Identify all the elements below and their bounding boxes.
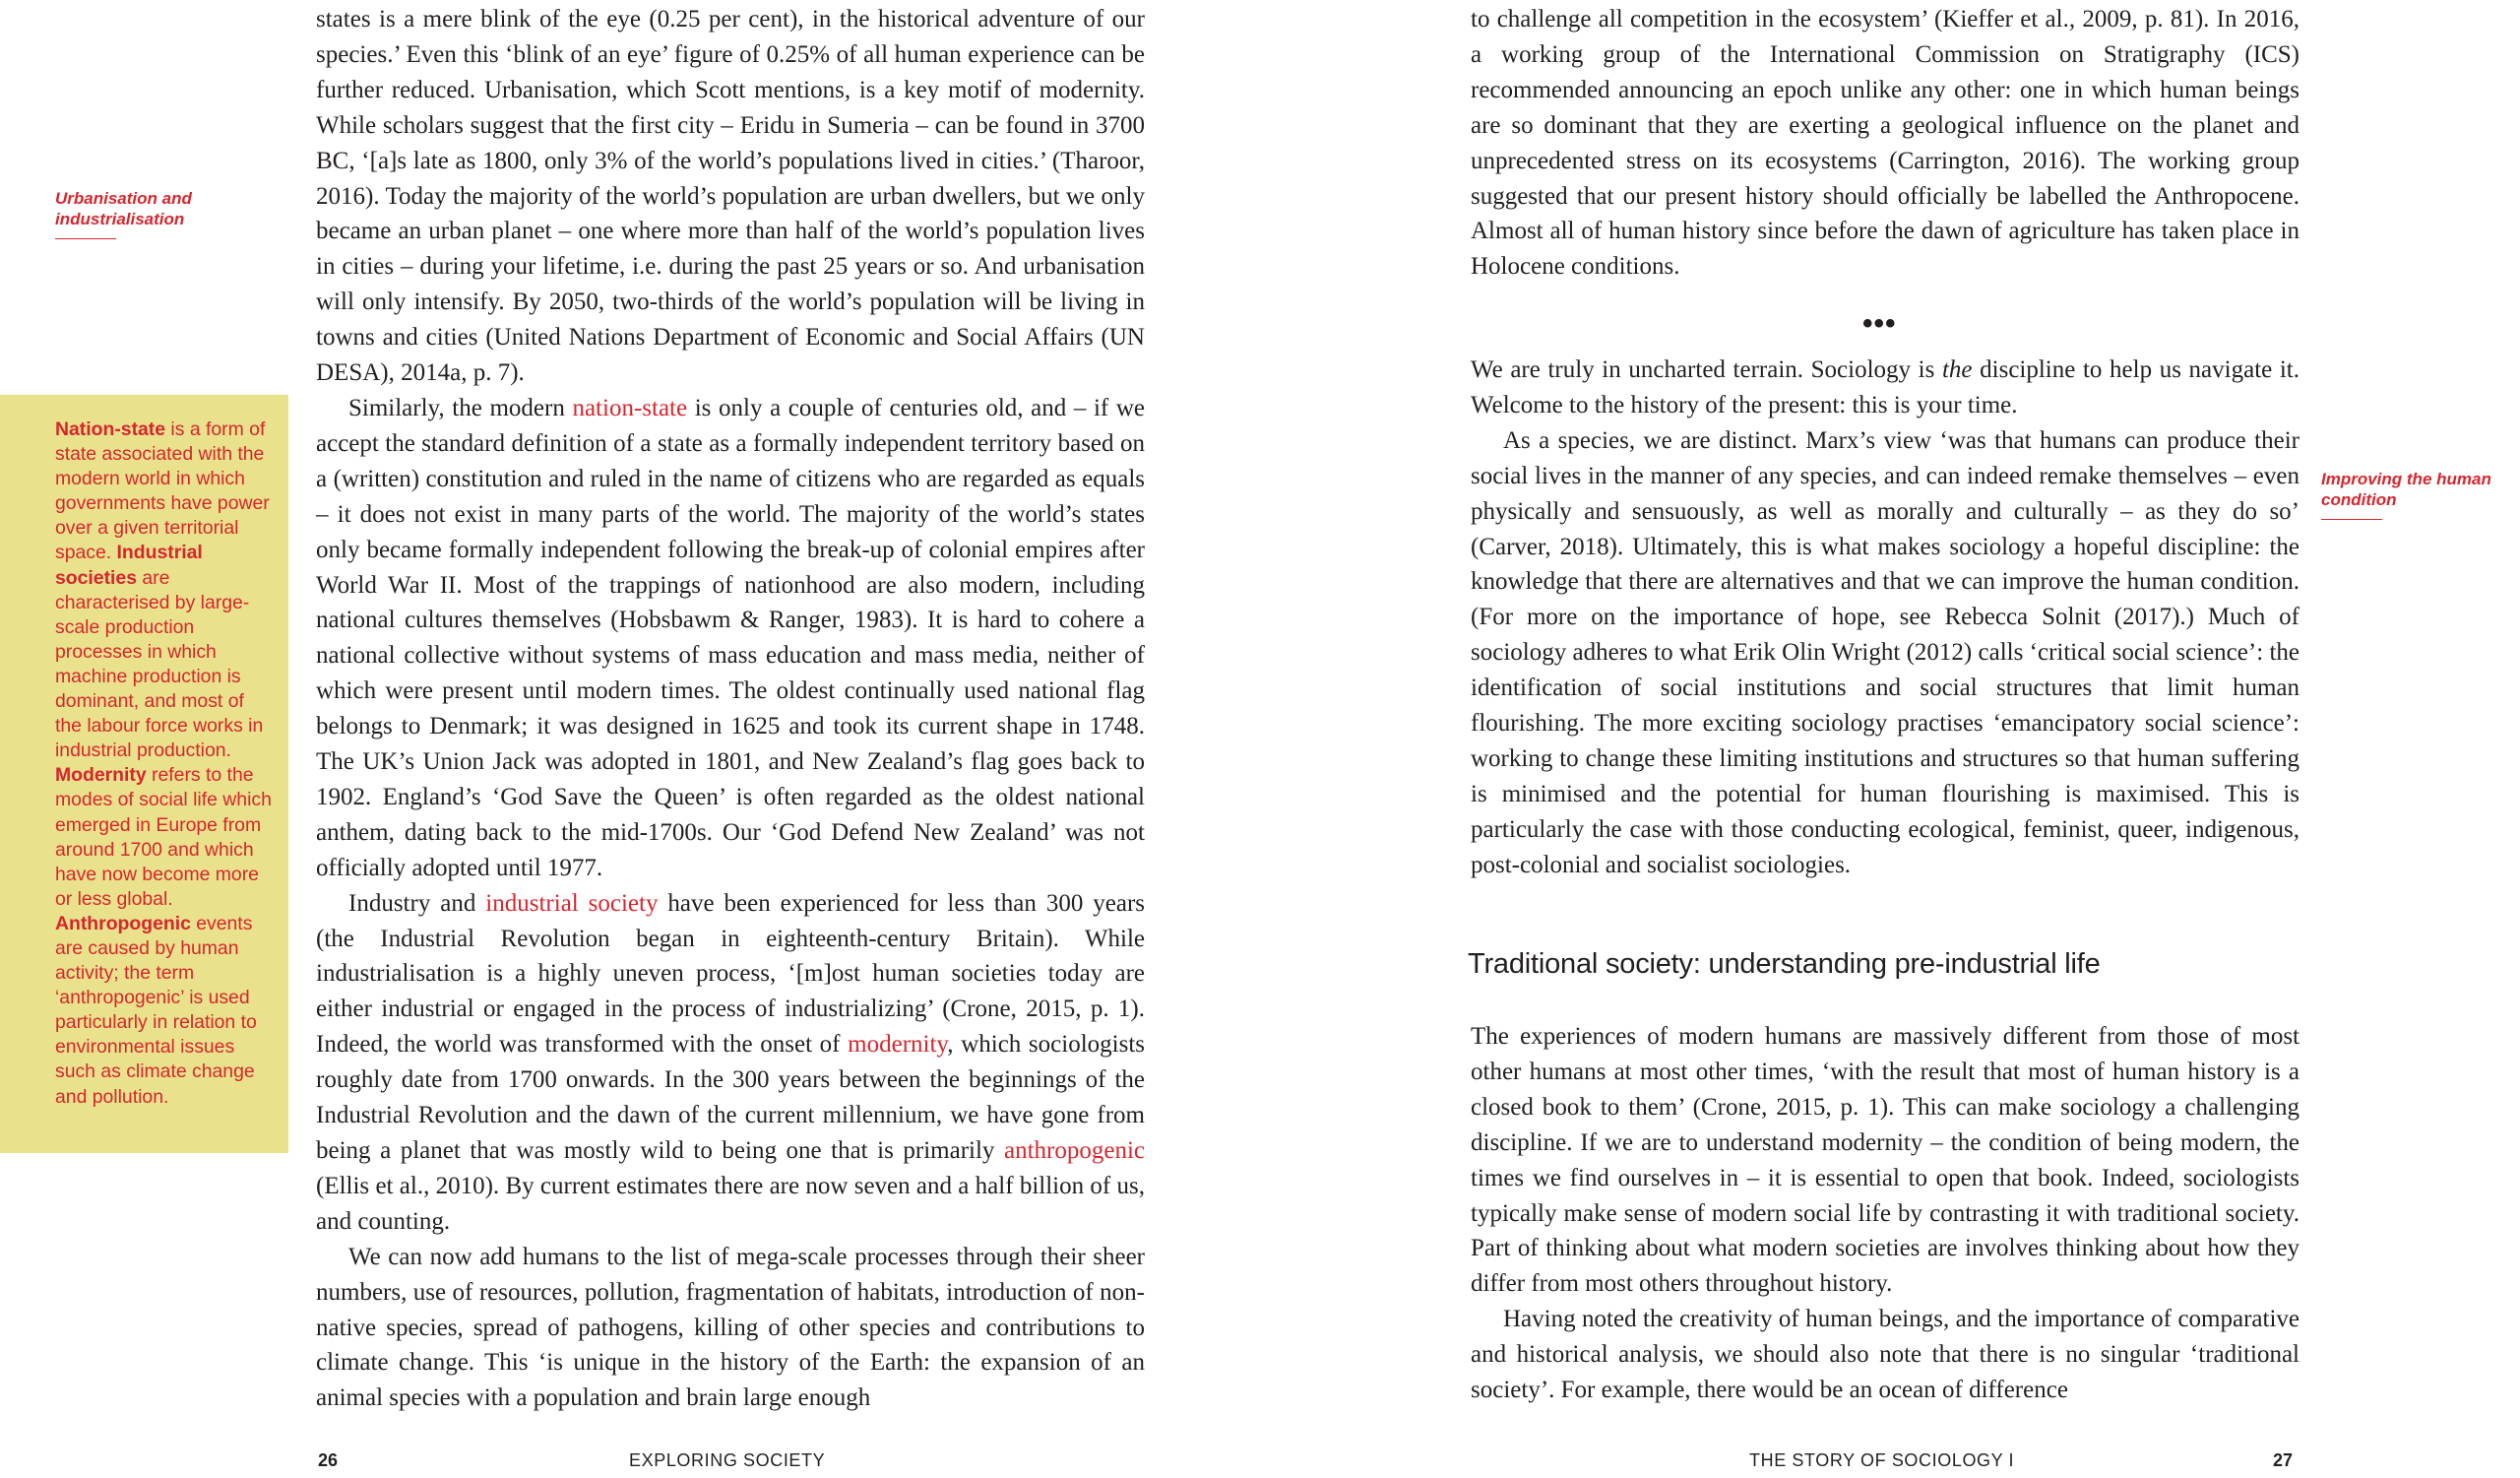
paragraph: As a species, we are distinct. Marx’s view ‘was that humans can produce their social lives in the manner of any species, and can indeed remake themselves – even physically and sensuously, as well as morally and culturally – as they do so’ (Carver, 2018). Ultimately, this is what makes sociology a hopeful discipline: the knowledge that there are alternatives and that we can improve the human condition. (For more on the importance of hope, see Rebecca Solnit (2017).) Much of sociology adheres to what Erik Olin Wright (2012) calls ‘critical social science’: the identification of social institutions and social structures that limit human flourishing. The more exciting sociology practises ‘emancipatory social science’: working to change these limiting institutions and structures so that human suffering is minimised and the potential for human flourishing is maximised. This is particularly the case with those conducting ecological, feminist, queer, indigenous, post-colonial and socialist sociologies. <box>1471 426 2300 878</box>
glossary-definition: is a form of state associated with the modern world in which governments have power over a given territorial space. <box>55 418 270 564</box>
glossary-definition: refers to the modes of social life which emerged in Europe from around 1700 and which have now become more or less global. <box>55 764 272 910</box>
glossary-term: Modernity <box>55 764 147 787</box>
margin-label-improving <box>2321 469 2518 520</box>
text-run: Industry and <box>348 889 486 917</box>
running-footer-left: EXPLORING SOCIETY <box>629 1450 826 1470</box>
key-term-modernity: modernity <box>848 1031 948 1059</box>
margin-label-rule <box>55 238 116 239</box>
text-run: is only a couple of centuries old, and – if we accept the standard definition of a state as a formally independent territory based on a (written) constitution and ruled in the name of citizens who are regarded as equals – it does not exist in many parts of the world. The majority of the world’s states only became formally independent following the break-up of colonial empires after World War II. Most of the trappings of nationhood are also modern, including national cultures themselves (Hobsbawm & Ranger, 1983). It is hard to cohere a national collective without systems of mass education and mass media, neither of which were present until modern times. The oldest continually used national flag belongs to Denmark; it was designed in 1625 and took its current shape in 1748. The UK’s Union Jack was adopted in 1801, and New Zealand’s flag goes back to 1902. England’s ‘God Save the Queen’ is often regarded as the oldest national anthem, dating back to the mid-1700s. Our ‘God Defend New Zealand’ was not officially adopted until 1977. <box>316 394 1145 881</box>
text-run: (Ellis et al., 2010). By current estimates there are now seven and a half billion of us, and counting. <box>316 1172 1145 1235</box>
glossary-definition: are characterised by large-scale production processes in which machine production is dominant, and most of the labour force works in industrial production. <box>55 566 264 762</box>
paragraph <box>316 886 1145 1240</box>
text-run: We are truly in uncharted terrain. Sociology is <box>1471 356 1942 383</box>
paragraph: The experiences of modern humans are massively different from those of most other humans at most other times, ‘with the result that most of human history is a closed book to them’ (Crone, 2015, p. 1). This can make sociology a challenging discipline. If we are to understand modernity – the condition of being modern, the times we find ourselves in – it is essential to open that book. Indeed, sociologists typically make sense of modern social life by contrasting it with traditional society. Part of thinking about what modern societies are involves thinking about how they differ from most others throughout history. <box>1471 1023 2300 1298</box>
glossary-definition: events are caused by human activity; the term ‘anthropogenic’ is used particularly in relation to environmental issues such as climate change and pollution. <box>55 912 257 1108</box>
glossary-term: Anthropogenic <box>55 912 191 934</box>
text-run: discipline to help us navigate it. Welcome to the history of the present: this is your time. <box>1471 356 2300 418</box>
emphasis: the <box>1941 356 1973 383</box>
text-run: Similarly, the modern <box>348 394 573 421</box>
paragraph <box>316 391 1145 886</box>
section-heading: Traditional society: understanding pre-industrial life <box>1468 948 2101 980</box>
margin-label-text: Improving the human condition <box>2321 470 2491 509</box>
page-number-left: 26 <box>318 1450 339 1470</box>
right-page-body-mid <box>1471 353 2300 883</box>
paragraph: Having noted the creativity of human beings, and the importance of comparative and historical analysis, we should also note that there is no singular ‘traditional society’. For example, there would be an ocean of difference <box>1471 1306 2300 1404</box>
paragraph: states is a mere blink of the eye (0.25 per cent), in the historical adventure of our species.’ Even this ‘blink of an eye’ figure of 0.25% of all human experience can be further reduced. Urbanisation, which Scott mentions, is a key motif of modernity. While scholars suggest that the first city – Eridu in Sumeria – can be found in 3700 BC, ‘[a]s late as 1800, only 3% of the world’s populations lived in cities.’ (Tharoor, 2016). Today the majority of the world’s population are urban dwellers, but we only became an urban planet – one where more than half of the world’s population lives in cities – during your lifetime, i.e. during the past 25 years or so. And urbanisation will only intensify. By 2050, two-thirds of the world’s population will be living in towns and cities (United Nations Department of Economic and Social Affairs (UN DESA), 2014a, p. 7). <box>316 6 1145 387</box>
margin-label-urbanisation <box>55 188 232 239</box>
text-run: have been experienced for less than 300 years (the Industrial Revolution began in eighteenth-century Britain). While industrialisation is a highly uneven process, ‘[m]ost human societies today are either industrial or engaged in the process of industrializing’ (Crone, 2015, p. 1). Indeed, the world was transformed with the onset of <box>316 889 1146 1059</box>
margin-label-text: Urbanisation and industrialisation <box>55 189 192 228</box>
running-footer-right: THE STORY OF SOCIOLOGY I <box>1749 1450 2015 1470</box>
text-run: , which sociologists roughly date from 1700 onwards. In the 300 years between the beginnings of the Industrial Revolution and the dawn of the current millennium, we have gone from being a planet that was mostly wild to being one that is primarily <box>316 1031 1145 1164</box>
paragraph: to challenge all competition in the ecosystem’ (Kieffer et al., 2009, p. 81). In 2016, a working group of the International Commission on Stratigraphy (ICS) recommended announcing an epoch unlike any other: one in which human beings are so dominant that they are exerting a geological influence on the planet and unprecedented stress on its ecosystems (Carrington, 2016). The working group suggested that our present history should officially be labelled the Anthropocene. Almost all of human history since before the dawn of agriculture has taken place in Holocene conditions. <box>1471 6 2300 281</box>
right-page-body-bottom <box>1471 1019 2300 1408</box>
key-term-industrial-society: industrial society <box>485 889 659 917</box>
paragraph: We can now add humans to the list of mega-scale processes through their sheer numbers, use of resources, pollution, fragmentation of habitats, introduction of non-native species, spread of pathogens, killing of other species and contributions to climate change. This ‘is unique in the history of the Earth: the expansion of an animal species with a population and brain large enough <box>316 1243 1145 1412</box>
right-page-body-top <box>1471 2 2300 285</box>
left-page-body <box>316 2 1145 1416</box>
margin-label-rule <box>2321 519 2382 520</box>
paragraph <box>1471 353 2300 423</box>
glossary-term: Industrial societies <box>55 542 203 589</box>
key-term-nation-state: nation-state <box>572 394 688 421</box>
page-number-right: 27 <box>2273 1450 2294 1470</box>
section-break-ornament: ••• <box>1862 307 1897 340</box>
key-term-anthropogenic: anthropogenic <box>1003 1137 1145 1164</box>
glossary-term: Nation-state <box>55 418 166 440</box>
glossary-text <box>55 418 272 1110</box>
